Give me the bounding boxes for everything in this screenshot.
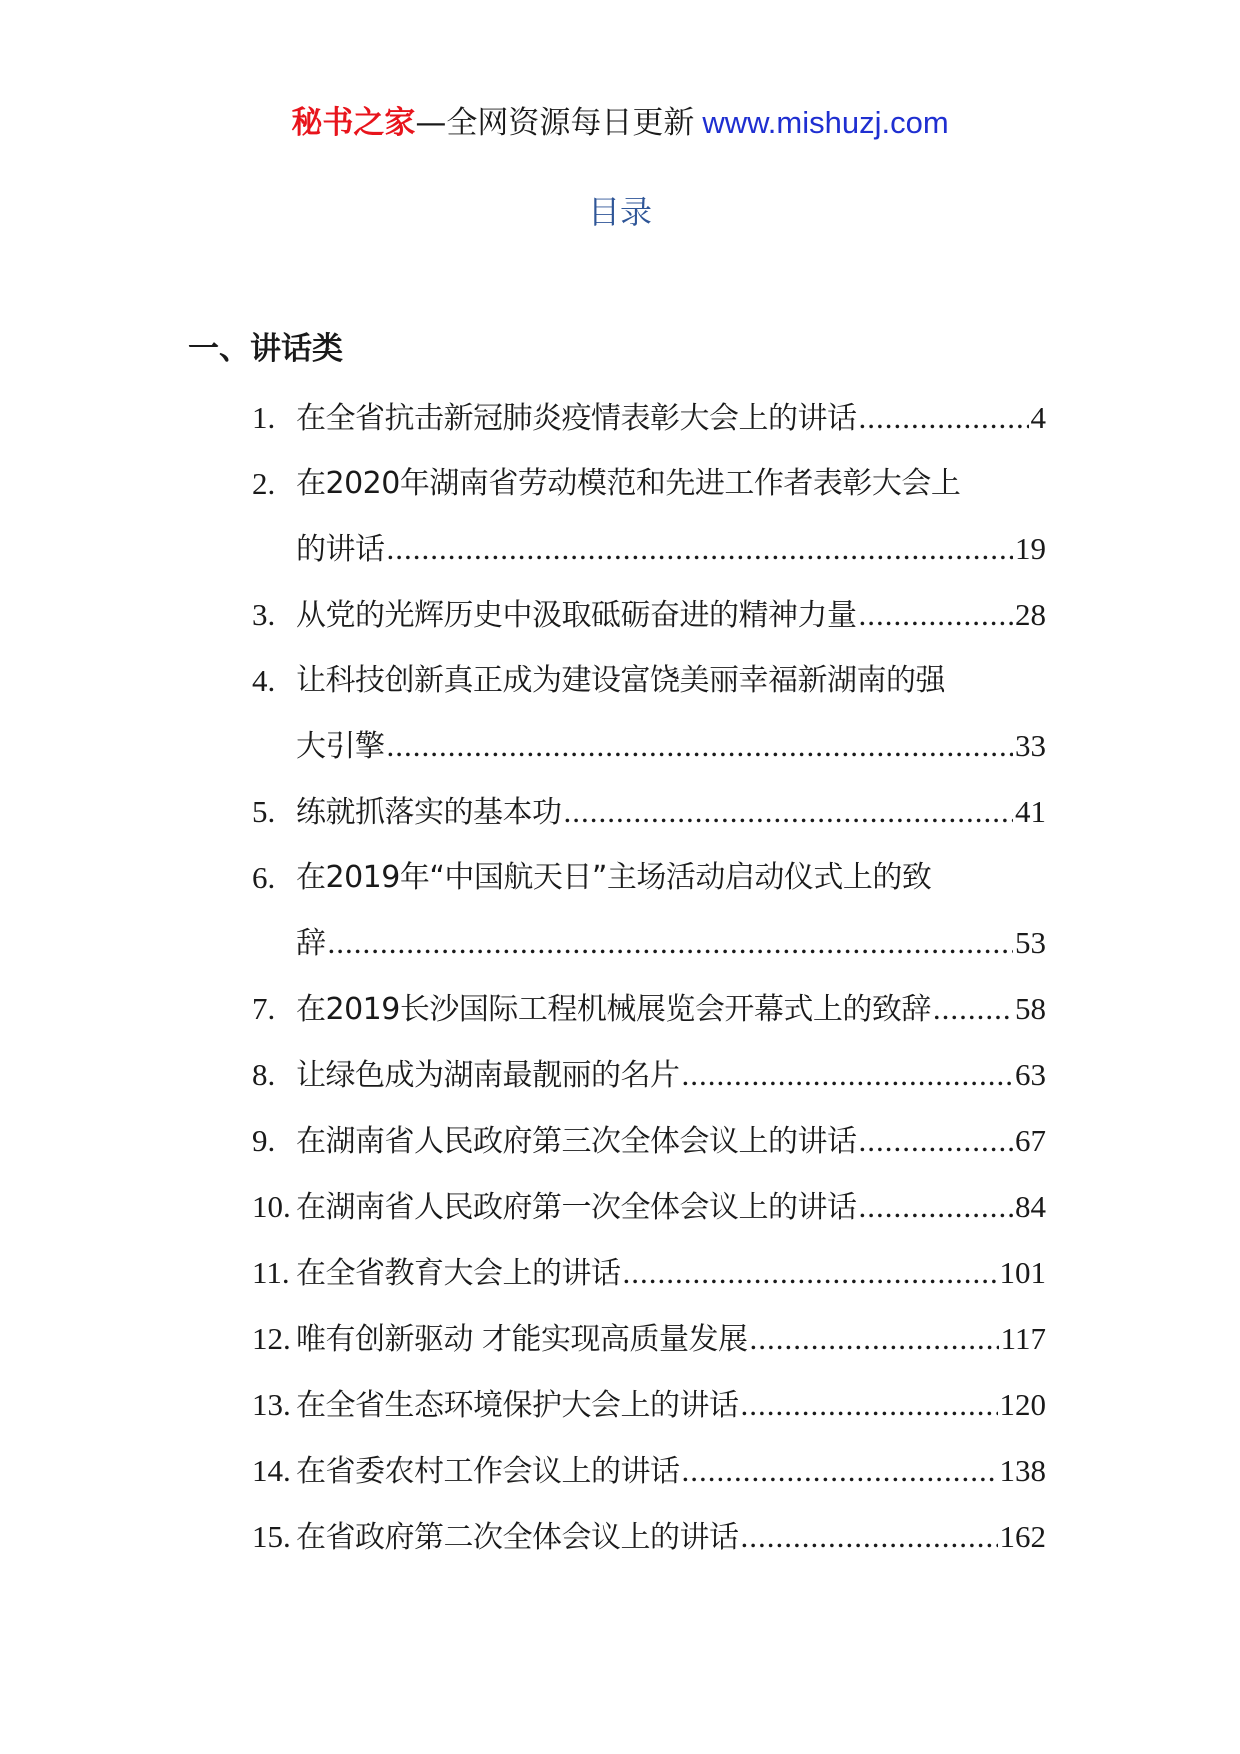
toc-entry-number: 10. [252,1189,291,1224]
toc-entry-title: 在全省教育大会上的讲话 [296,1256,621,1291]
toc-entry[interactable] [252,1306,1046,1372]
toc-entry[interactable] [252,1240,1046,1306]
toc-entry-title: 在湖南省人民政府第三次全体会议上的讲话 [296,1124,857,1159]
toc-entry-number: 13. [252,1387,291,1422]
toc-dot-leader [933,976,1013,1041]
toc-page-number: 53 [1015,925,1046,960]
header-slogan: —全网资源每日更新 [415,105,695,141]
toc-entry[interactable] [252,1372,1046,1438]
toc-dot-leader [741,1372,998,1437]
page-header [0,100,1240,146]
toc-entry-number: 7. [252,991,276,1026]
toc-page-number: 162 [999,1519,1046,1554]
toc-dot-leader [741,1504,998,1569]
toc-entry-title: 辞 [296,926,326,961]
toc-dot-leader [387,516,1014,581]
toc-page-number: 101 [999,1255,1046,1290]
toc-dot-leader [682,1042,1014,1107]
table-of-contents [252,385,1046,1570]
toc-entry-number: 6. [252,860,276,895]
toc-entry-title: 让科技创新真正成为建设富饶美丽幸福新湖南的强 [296,663,945,698]
toc-entry-number: 14. [252,1453,291,1488]
toc-dot-leader [328,910,1014,975]
toc-entry-title: 在2019年“中国航天日”主场活动启动仪式上的致 [296,860,932,895]
toc-entry[interactable] [252,976,1046,1042]
toc-entry[interactable] [252,582,1046,648]
toc-page-number: 63 [1015,1057,1046,1092]
toc-entry-number: 3. [252,597,276,632]
toc-entry-title: 大引擎 [296,729,385,764]
toc-entry-title: 在全省生态环境保护大会上的讲话 [296,1388,739,1423]
toc-dot-leader [859,1174,1014,1239]
toc-page-number: 138 [999,1453,1046,1488]
toc-entry-title: 的讲话 [296,532,385,567]
toc-entry-number: 8. [252,1057,276,1092]
toc-entry[interactable] [252,779,1046,845]
toc-entry[interactable] [252,845,1046,976]
toc-entry[interactable] [252,451,1046,582]
toc-page-number: 120 [999,1387,1046,1422]
toc-dot-leader [750,1306,999,1371]
toc-entry-title: 在2020年湖南省劳动模范和先进工作者表彰大会上 [296,466,961,501]
toc-entry-title: 从党的光辉历史中汲取砥砺奋进的精神力量 [296,598,857,633]
toc-page-number: 117 [1000,1321,1046,1356]
toc-dot-leader [623,1240,998,1305]
toc-entry-number: 4. [252,663,276,698]
toc-entry[interactable] [252,1174,1046,1240]
toc-dot-leader [859,582,1014,647]
toc-page-number: 84 [1015,1189,1046,1224]
toc-page-number: 33 [1015,728,1046,763]
toc-page-number: 4 [1030,400,1046,435]
toc-entry[interactable] [252,1042,1046,1108]
brand-name: 秘书之家 [291,105,416,141]
toc-entry-title: 在省政府第二次全体会议上的讲话 [296,1520,739,1555]
toc-page-number: 58 [1015,991,1046,1026]
toc-title: 目录 [587,193,652,231]
toc-entry[interactable] [252,1504,1046,1570]
toc-entry-number: 9. [252,1123,276,1158]
toc-entry-number: 15. [252,1519,291,1554]
toc-page-number: 41 [1015,794,1046,829]
toc-entry-title: 唯有创新驱动 才能实现高质量发展 [296,1322,748,1357]
toc-entry-title: 在省委农村工作会议上的讲话 [296,1454,680,1489]
toc-entry-title: 练就抓落实的基本功 [296,795,562,830]
toc-entry[interactable] [252,1438,1046,1504]
toc-dot-leader [564,779,1014,844]
website-link[interactable]: www.mishuzj.com [702,105,949,140]
toc-page-number: 19 [1015,531,1046,566]
toc-dot-leader [682,1438,998,1503]
toc-entry-number: 2. [252,466,276,501]
toc-dot-leader [859,385,1029,450]
toc-entry[interactable] [252,385,1046,451]
toc-entry-title: 让绿色成为湖南最靓丽的名片 [296,1058,680,1093]
toc-entry-number: 12. [252,1321,291,1356]
toc-entry[interactable] [252,1108,1046,1174]
section-heading: 一、讲话类 [188,331,343,367]
toc-entry-number: 11. [252,1255,290,1290]
toc-entry[interactable] [252,648,1046,779]
toc-entry-title: 在湖南省人民政府第一次全体会议上的讲话 [296,1190,857,1225]
toc-page-number: 28 [1015,597,1046,632]
toc-dot-leader [859,1108,1014,1173]
toc-entry-title: 在全省抗击新冠肺炎疫情表彰大会上的讲话 [296,401,857,436]
toc-entry-title: 在2019长沙国际工程机械展览会开幕式上的致辞 [296,992,931,1027]
toc-entry-number: 1. [252,400,276,435]
toc-dot-leader [387,713,1014,778]
toc-entry-number: 5. [252,794,276,829]
toc-page-number: 67 [1015,1123,1046,1158]
